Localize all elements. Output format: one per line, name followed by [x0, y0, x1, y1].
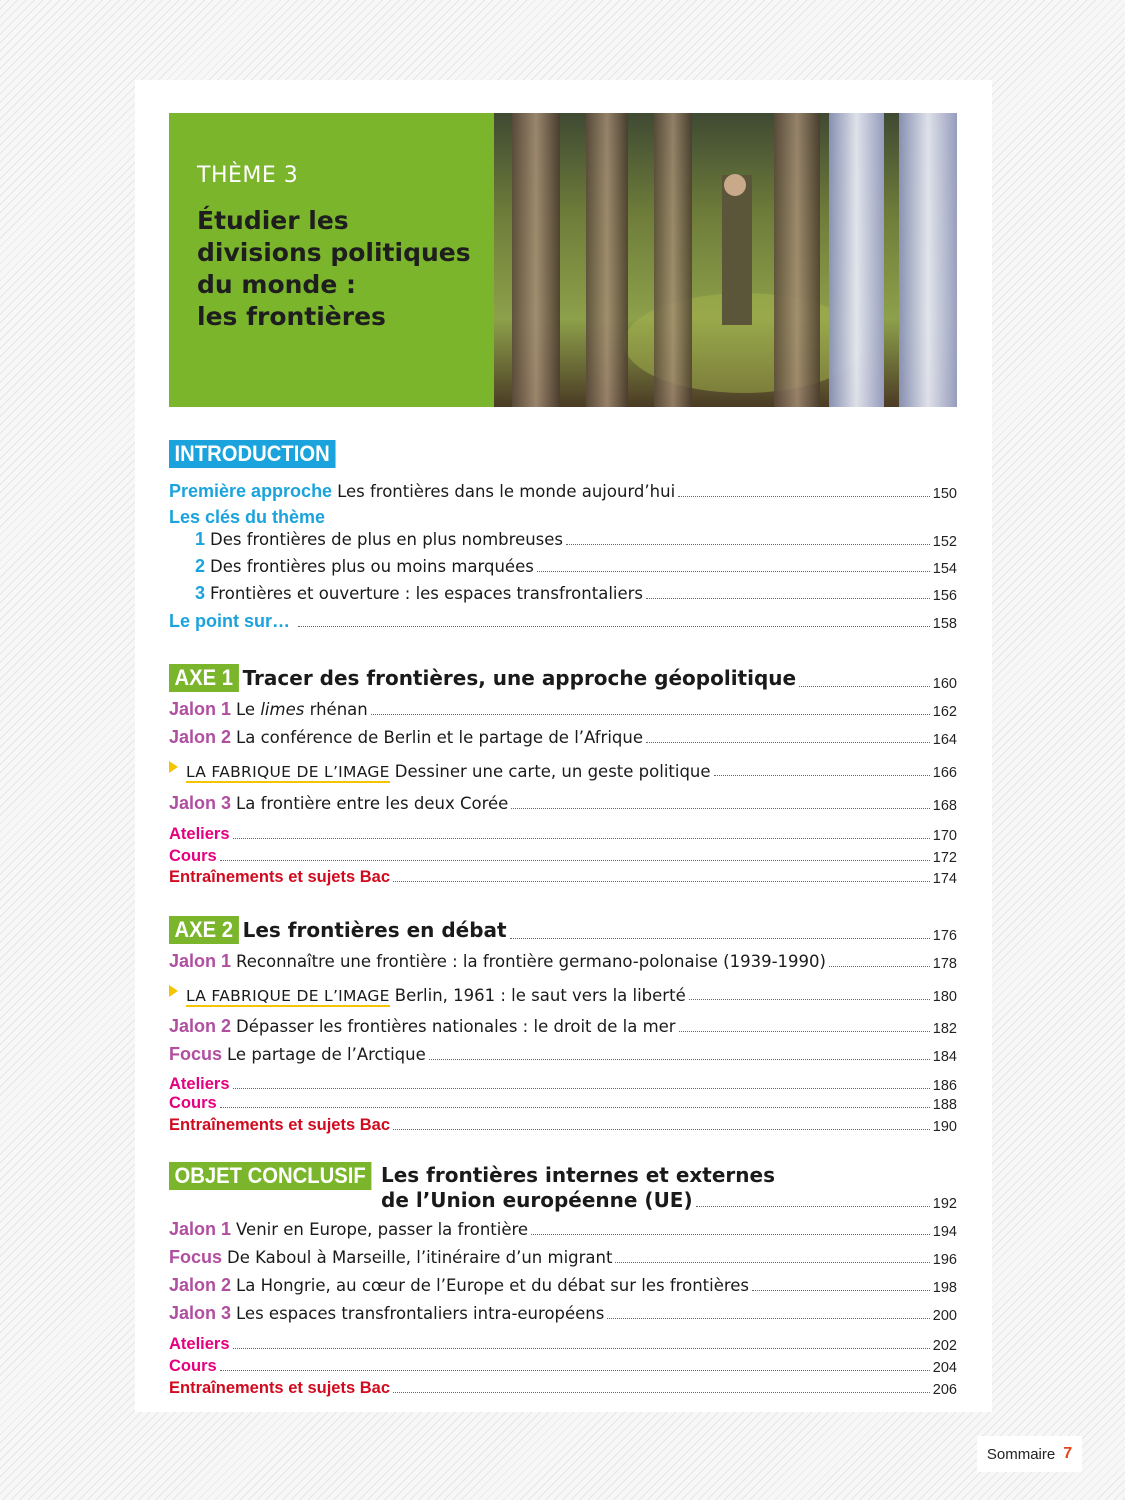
toc-entry[interactable]	[169, 1376, 957, 1398]
axe1-title: Tracer des frontières, une approche géopolitique	[242, 666, 797, 690]
leader-dots	[646, 742, 930, 743]
entry-title: Des frontières plus ou moins marquées	[210, 557, 534, 576]
entry-keyword: Les clés du thème	[169, 507, 326, 527]
entry-page: 204	[932, 1360, 957, 1376]
leader-dots	[678, 496, 930, 497]
entry-title-post: rhénan	[304, 700, 368, 719]
toc-entry[interactable]	[169, 1246, 957, 1268]
entry-keyword: Jalon 1	[169, 1219, 232, 1239]
entry-keyword: Entraînements et sujets Bac	[169, 868, 390, 886]
entry-keyword: Jalon 1	[169, 699, 232, 719]
entry-page: 174	[932, 871, 957, 887]
leader-dots	[371, 714, 930, 715]
toc-entry[interactable]	[169, 480, 957, 502]
toc-entry[interactable]	[169, 698, 957, 720]
toc-entry[interactable]	[169, 582, 957, 604]
entry-title-em: limes	[260, 700, 305, 719]
entry-page: 184	[932, 1049, 957, 1065]
entry-title: La conférence de Berlin et le partage de l’Afrique	[236, 728, 643, 747]
entry-page: 188	[932, 1097, 957, 1113]
leader-dots	[233, 838, 930, 839]
leader-dots	[607, 1318, 929, 1319]
objet-title[interactable]	[381, 1164, 775, 1186]
theme-title	[197, 205, 487, 333]
theme-header	[169, 113, 957, 407]
toc-entry[interactable]	[169, 1302, 957, 1324]
summary-page	[135, 80, 992, 1412]
play-arrow-icon	[169, 985, 178, 997]
entry-keyword: Jalon 3	[169, 1303, 232, 1323]
toc-entry[interactable]	[169, 1113, 957, 1135]
leader-dots	[679, 1031, 930, 1032]
footer-label: Sommaire	[986, 1445, 1056, 1463]
objet-tag: OBJET CONCLUSIF	[169, 1162, 371, 1190]
entry-page: 200	[932, 1308, 957, 1324]
entry-title: Reconnaître une frontière : la frontière germano-polonaise (1939-1990)	[236, 952, 826, 971]
objet-title-line: de l’Union européenne (UE)	[381, 1188, 693, 1212]
leader-dots	[393, 1129, 930, 1130]
entry-page: 158	[932, 616, 957, 632]
play-arrow-icon	[169, 761, 178, 773]
fabrique-label: LA FABRIQUE DE L’IMAGE	[186, 763, 390, 781]
page-footer	[977, 1436, 1082, 1472]
leader-dots	[510, 938, 930, 939]
leader-dots	[233, 1088, 930, 1089]
entry-title: Frontières et ouverture : les espaces transfrontaliers	[210, 584, 644, 603]
entry-number: 2	[195, 556, 206, 576]
entry-keyword: Cours	[169, 1094, 217, 1112]
entry-keyword: Jalon 2	[169, 1275, 232, 1295]
entry-keyword: Jalon 2	[169, 1016, 232, 1036]
entry-title: Venir en Europe, passer la frontière	[236, 1220, 529, 1239]
entry-keyword: Le point sur…	[169, 611, 290, 631]
entry-page: 166	[932, 765, 957, 781]
toc-entry[interactable]	[169, 759, 957, 781]
axe2-title: Les frontières en débat	[242, 918, 507, 942]
entry-page: 178	[932, 956, 957, 972]
toc-entry[interactable]	[169, 1354, 957, 1376]
entry-page: 172	[932, 850, 957, 866]
leader-dots	[393, 881, 930, 882]
toc-entry[interactable]	[169, 1015, 957, 1037]
leader-dots	[752, 1290, 930, 1291]
theme-title-line: les frontières	[197, 302, 386, 331]
entry-title-pre: Le	[236, 700, 261, 719]
axe2-heading[interactable]	[169, 916, 957, 944]
entry-page: 192	[932, 1196, 957, 1212]
entry-keyword: Cours	[169, 1357, 217, 1375]
leader-dots	[220, 1370, 930, 1371]
entry-page: 182	[932, 1021, 957, 1037]
entry-keyword: Entraînements et sujets Bac	[169, 1379, 390, 1397]
page-number: 7	[1063, 1445, 1073, 1462]
leader-dots	[714, 775, 930, 776]
theme-label: THÈME 3	[197, 163, 299, 188]
entry-title: Les espaces transfrontaliers intra-européens	[236, 1304, 605, 1323]
leader-dots	[799, 686, 930, 687]
toc-entry[interactable]	[169, 844, 957, 866]
entry-number: 1	[195, 529, 206, 549]
entry-title: Dépasser les frontières nationales : le droit de la mer	[236, 1017, 676, 1036]
toc-entry[interactable]	[169, 1091, 957, 1113]
entry-keyword: Jalon 1	[169, 951, 232, 971]
leader-dots	[220, 860, 930, 861]
entry-keyword: Première approche	[169, 481, 333, 501]
leader-dots	[511, 808, 930, 809]
entry-page: 196	[932, 1252, 957, 1268]
introduction-tag-wrap	[169, 440, 350, 468]
toc-entry[interactable]	[169, 1332, 957, 1354]
leader-dots	[531, 1234, 930, 1235]
entry-page: 190	[932, 1119, 957, 1135]
leader-dots	[689, 999, 930, 1000]
border-fence-photo	[494, 113, 957, 407]
entry-page: 206	[932, 1382, 957, 1398]
leader-dots	[233, 1348, 930, 1349]
entry-page: 156	[932, 588, 957, 604]
entry-title: Dessiner une carte, un geste politique	[394, 762, 711, 781]
entry-page: 176	[932, 928, 957, 944]
toc-entry[interactable]	[169, 865, 957, 887]
entry-keyword: Cours	[169, 847, 217, 865]
entry-number: 3	[195, 583, 206, 603]
leader-dots	[696, 1206, 930, 1207]
axe2-tag: AXE 2	[169, 916, 239, 944]
entry-title: Le partage de l’Arctique	[227, 1045, 426, 1064]
entry-title: De Kaboul à Marseille, l’itinéraire d’un migrant	[227, 1248, 613, 1267]
fabrique-label: LA FABRIQUE DE L’IMAGE	[186, 987, 390, 1005]
toc-entry[interactable]	[169, 822, 957, 844]
entry-keyword: Focus	[169, 1044, 223, 1064]
entry-keyword: Ateliers	[169, 1335, 230, 1353]
leader-dots	[615, 1262, 929, 1263]
entry-title: Berlin, 1961 : le saut vers la liberté	[394, 986, 686, 1005]
leader-dots	[537, 571, 930, 572]
toc-entry[interactable]	[169, 528, 957, 550]
axe1-tag: AXE 1	[169, 664, 239, 692]
objet-title-line: Les frontières internes et externes	[381, 1163, 775, 1187]
entry-page: 152	[932, 534, 957, 550]
theme-title-line: Étudier les	[197, 206, 349, 235]
toc-entry[interactable]	[169, 1274, 957, 1296]
toc-entry[interactable]	[169, 1043, 957, 1065]
toc-entry[interactable]	[169, 726, 957, 748]
entry-page: 194	[932, 1224, 957, 1240]
toc-entry[interactable]	[169, 983, 957, 1005]
leader-dots	[393, 1392, 930, 1393]
leader-dots	[220, 1107, 930, 1108]
toc-entry[interactable]	[169, 1218, 957, 1240]
entry-page: 164	[932, 732, 957, 748]
entry-page: 162	[932, 704, 957, 720]
toc-entry[interactable]	[169, 555, 957, 577]
objet-heading[interactable]	[381, 1188, 957, 1212]
entry-title: La frontière entre les deux Corée	[236, 794, 509, 813]
theme-title-block	[169, 113, 494, 407]
introduction-tag: INTRODUCTION	[169, 440, 335, 468]
leader-dots	[829, 966, 930, 967]
entry-page: 180	[932, 989, 957, 1005]
toc-entry[interactable]	[169, 506, 957, 528]
toc-entry[interactable]	[169, 610, 957, 632]
entry-page: 202	[932, 1338, 957, 1354]
entry-title: La Hongrie, au cœur de l’Europe et du débat sur les frontières	[236, 1276, 750, 1295]
leader-dots	[429, 1059, 930, 1060]
entry-page: 150	[932, 486, 957, 502]
axe1-heading[interactable]	[169, 664, 957, 692]
leader-dots	[646, 598, 930, 599]
entry-page: 186	[932, 1078, 957, 1094]
leader-dots	[298, 626, 930, 627]
objet-tag-wrap	[169, 1162, 389, 1190]
leader-dots	[566, 544, 930, 545]
toc-entry[interactable]	[169, 792, 957, 814]
toc-entry[interactable]	[169, 950, 957, 972]
theme-title-line: du monde :	[197, 270, 356, 299]
entry-keyword: Jalon 2	[169, 727, 232, 747]
entry-keyword: Focus	[169, 1247, 223, 1267]
entry-keyword: Ateliers	[169, 1075, 230, 1093]
entry-page: 160	[932, 676, 957, 692]
entry-keyword: Entraînements et sujets Bac	[169, 1116, 390, 1134]
entry-page: 198	[932, 1280, 957, 1296]
entry-page: 168	[932, 798, 957, 814]
entry-title: Des frontières de plus en plus nombreuses	[210, 530, 564, 549]
entry-title: Les frontières dans le monde aujourd’hui	[337, 482, 676, 501]
entry-keyword: Ateliers	[169, 825, 230, 843]
entry-page: 154	[932, 561, 957, 577]
entry-keyword: Jalon 3	[169, 793, 232, 813]
theme-title-line: divisions politiques	[197, 238, 471, 267]
entry-page: 170	[932, 828, 957, 844]
